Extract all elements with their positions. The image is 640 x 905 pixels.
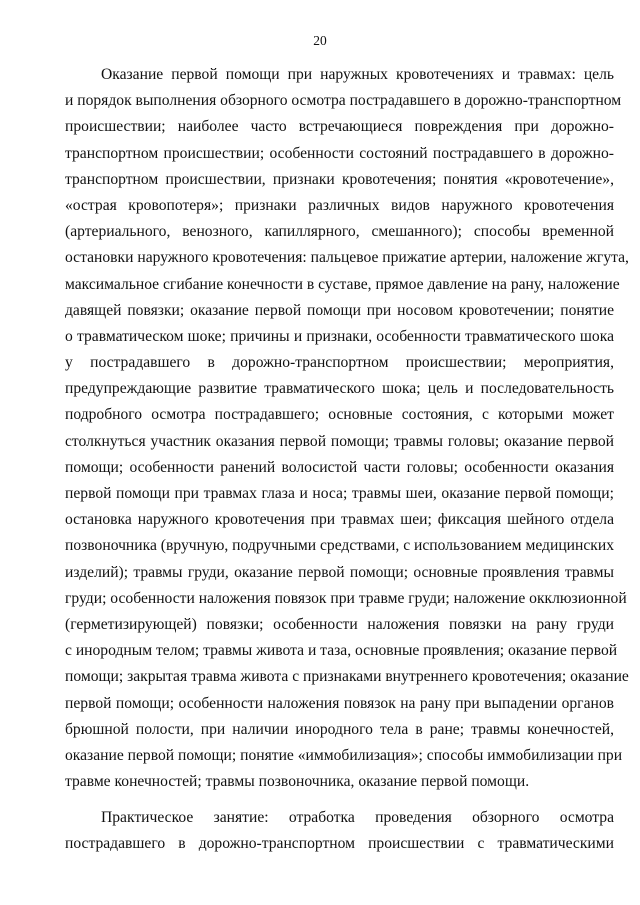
- text-line: с инородным телом; травмы живота и таза, основные проявления; оказание первой: [65, 642, 618, 660]
- text-line: происшествии; наиболее часто встречающиеся повреждения при дорожно-: [65, 118, 614, 136]
- text-line: подробного осмотра пострадавшего; основные состояния, с которыми может: [65, 406, 614, 424]
- paragraph-first-aid-bleeding-injuries: [65, 62, 629, 795]
- text-line: брюшной полости, при наличии инородного тела в ране; травмы конечностей,: [65, 720, 614, 738]
- page-number: 20: [313, 33, 327, 48]
- text-line: «острая кровопотеря»; признаки различных видов наружного кровотечения: [65, 196, 614, 214]
- text-line: о травматическом шоке; причины и признаки, особенности травматического шока: [65, 327, 614, 345]
- text-line: (артериального, венозного, капиллярного, смешанного); способы временной: [65, 223, 614, 241]
- text-line: первой помощи при травмах глаза и носа; травмы шеи, оказание первой помощи;: [65, 485, 614, 502]
- text-line: транспортном происшествии; особенности состояний пострадавшего в дорожно-: [65, 144, 614, 162]
- text-line: транспортном происшествии, признаки кровотечения; понятия «кровотечение»,: [65, 170, 614, 188]
- text-line: груди; особенности наложения повязок при травме груди; наложение окклюзионной: [65, 589, 627, 607]
- text-line: первой помощи; особенности наложения повязок на рану при выпадении органов: [65, 694, 614, 712]
- text-line: Оказание первой помощи при наружных кровотечениях и травмах: цель: [101, 66, 614, 83]
- text-line: оказание первой помощи; понятие «иммобилизация»; способы иммобилизации при: [65, 746, 623, 764]
- text-line: пострадавшего в дорожно-транспортном происшествии с травматическими: [65, 835, 614, 853]
- text-line: остановки наружного кровотечения: пальцевое прижатие артерии, наложение жгута,: [65, 249, 629, 267]
- text-line: помощи; особенности ранений волосистой части головы; особенности оказания: [65, 458, 614, 476]
- text-line: позвоночника (вручную, подручными средствами, с использованием медицинских: [65, 537, 614, 555]
- text-line: Практическое занятие: отработка проведения обзорного осмотра: [101, 809, 614, 826]
- text-line: травме конечностей; травмы позвоночника, оказание первой помощи.: [65, 773, 530, 791]
- text-line: изделий); травмы груди, оказание первой помощи; основные проявления травмы: [65, 563, 614, 581]
- text-line: давящей повязки; оказание первой помощи при носовом кровотечении; понятие: [65, 301, 614, 319]
- text-line: столкнуться участник оказания первой помощи; травмы головы; оказание первой: [65, 432, 614, 450]
- text-line: максимальное сгибание конечности в суставе, прямое давление на рану, наложение: [65, 275, 620, 293]
- text-line: (герметизирующей) повязки; особенности наложения повязки на рану груди: [65, 615, 614, 633]
- text-line: у пострадавшего в дорожно-транспортном происшествии; мероприятия,: [65, 354, 614, 372]
- text-line: помощи; закрытая травма живота с признаками внутреннего кровотечения; оказание: [65, 668, 629, 686]
- text-line: и порядок выполнения обзорного осмотра пострадавшего в дорожно-транспортном: [65, 92, 622, 110]
- text-line: остановка наружного кровотечения при травмах шеи; фиксация шейного отдела: [65, 511, 614, 529]
- text-line: предупреждающие развитие травматического шока; цель и последовательность: [65, 380, 614, 398]
- paragraph-practical-session: [65, 805, 614, 857]
